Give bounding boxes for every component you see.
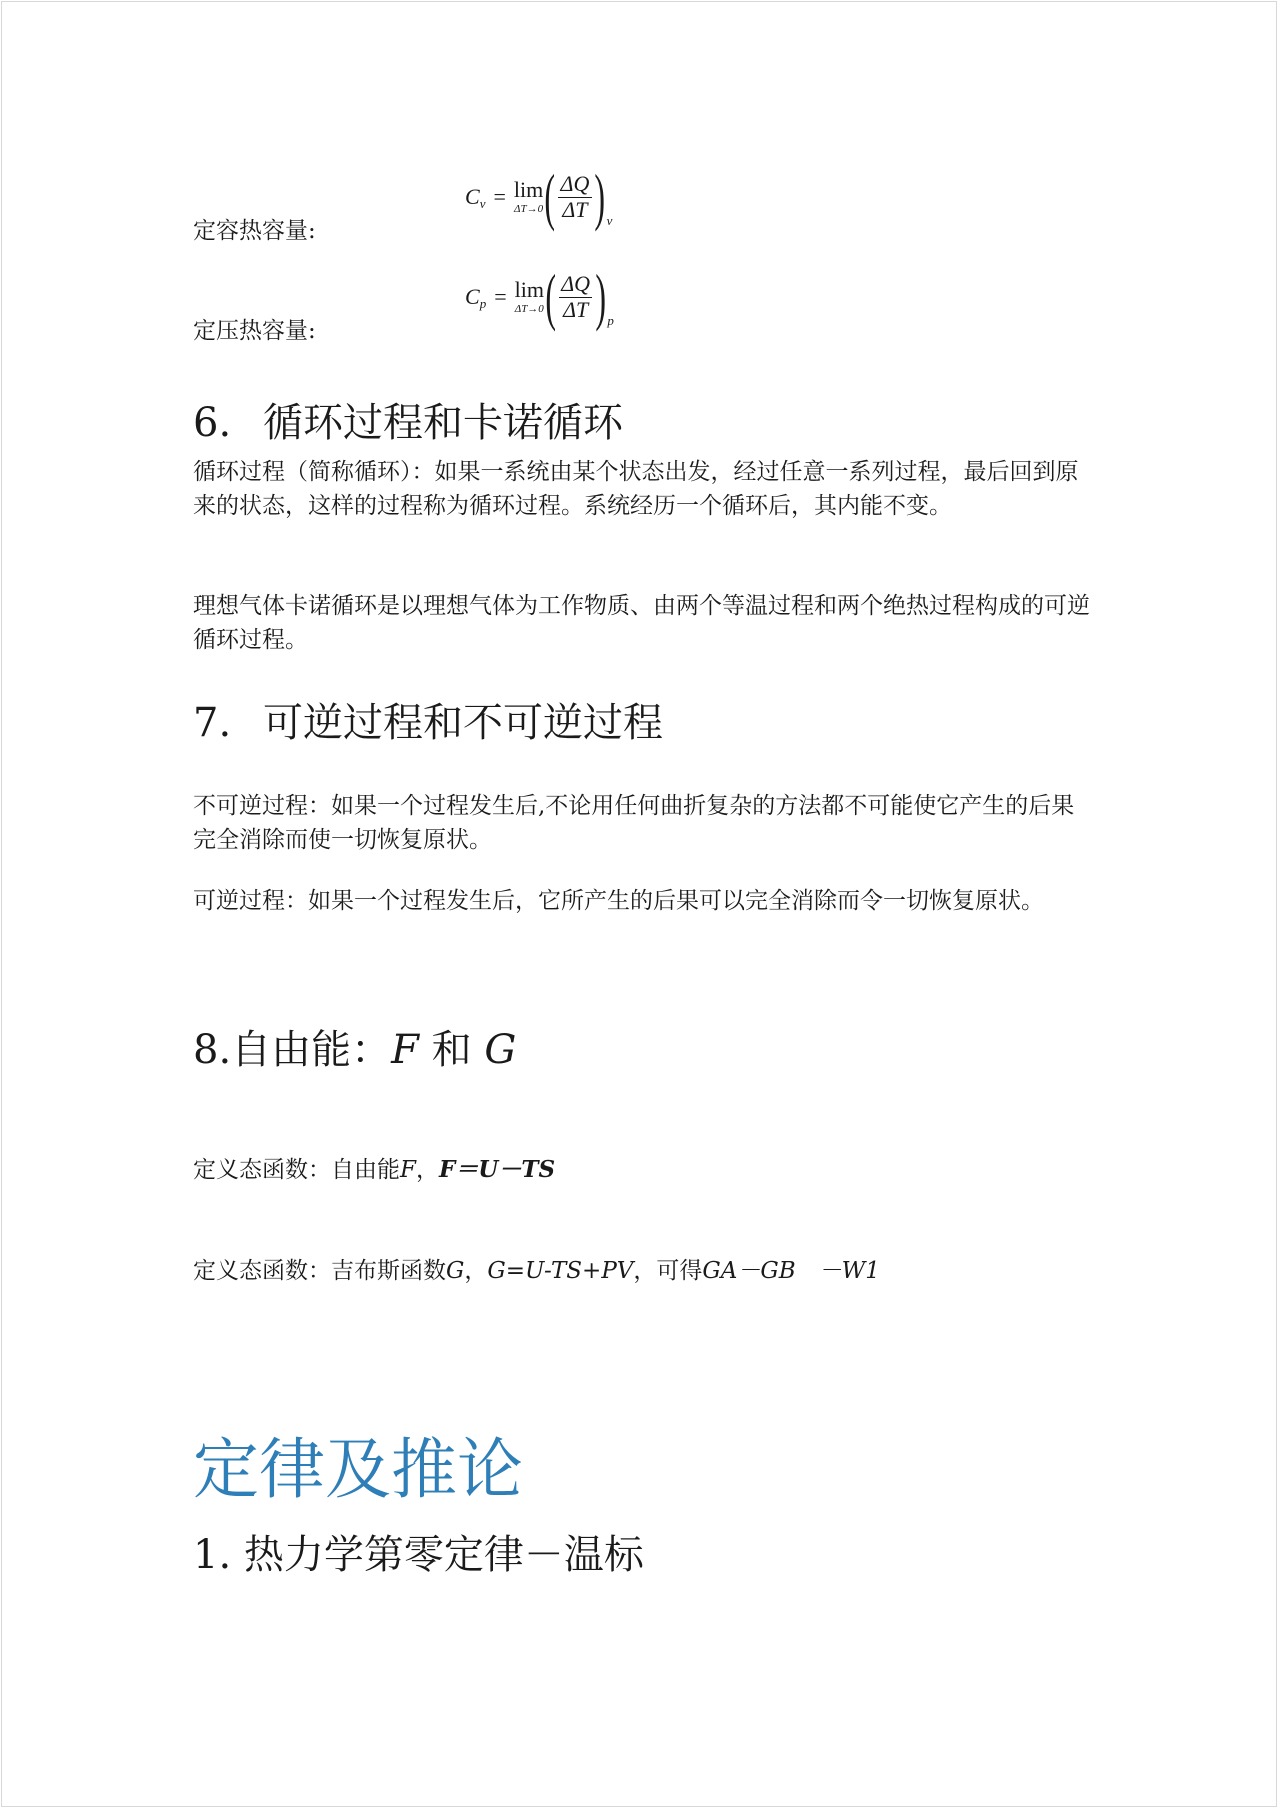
section-6-number: 6. bbox=[193, 400, 232, 446]
formula-cp bbox=[193, 261, 893, 345]
section-7-heading bbox=[193, 698, 1093, 748]
section-8-title-prefix: 8.自由能： bbox=[193, 1027, 392, 1073]
section-7-paragraph-2: 可逆过程：如果一个过程发生后，它所产生的后果可以完全消除而令一切恢复原状。 bbox=[193, 888, 1044, 914]
cv-right-paren: ) bbox=[594, 161, 606, 232]
chapter-title: 定律及推论 bbox=[193, 1431, 523, 1508]
cp-fraction bbox=[557, 272, 594, 321]
line2-prefix: 定义态函数：吉布斯函数 bbox=[193, 1258, 446, 1284]
cp-lim-under: ΔT→0 bbox=[514, 303, 544, 315]
cp-denominator: ΔT bbox=[559, 297, 592, 322]
section-6-paragraph-1: 循环过程（简称循环）：如果一系统由某个状态出发，经过任意一系列过程，最后回到原来的状态，这样的过程称为循环过程。系统经历一个循环后，其内能不变。 bbox=[193, 459, 1079, 519]
cv-label: 定容热容量: bbox=[193, 218, 316, 244]
section-7-title: 可逆过程和不可逆过程 bbox=[263, 700, 663, 746]
cv-left-paren: ( bbox=[544, 161, 556, 232]
cp-symbol: C bbox=[465, 284, 480, 309]
cp-left-paren: ( bbox=[545, 261, 556, 332]
cp-subscript: p bbox=[479, 296, 487, 311]
line1-sep: ， bbox=[415, 1157, 439, 1183]
cp-equals: = bbox=[494, 284, 507, 309]
line1-prefix: 定义态函数：自由能 bbox=[193, 1157, 400, 1183]
cp-limit bbox=[515, 279, 544, 315]
formula-cv bbox=[193, 161, 893, 245]
cv-denominator: ΔT bbox=[558, 197, 591, 222]
formula-cv-expression bbox=[465, 161, 613, 232]
cv-equals: = bbox=[493, 184, 506, 209]
section-8-heading bbox=[193, 1025, 1093, 1075]
cv-lim-under: ΔT→0 bbox=[514, 203, 544, 215]
section-8-title-mid: 和 bbox=[418, 1027, 485, 1073]
section-8-line-free-energy bbox=[193, 1153, 1093, 1187]
cp-label: 定压热容量: bbox=[193, 318, 316, 344]
section-7-number: 7. bbox=[193, 700, 232, 746]
section-6-title: 循环过程和卡诺循环 bbox=[263, 400, 623, 446]
section-8-title-g: G bbox=[484, 1027, 517, 1073]
section-6-paragraph-2: 理想气体卡诺循环是以理想气体为工作物质、由两个等温过程和两个绝热过程构成的可逆循环过程。 bbox=[193, 593, 1090, 653]
cv-subscript: v bbox=[479, 196, 486, 211]
section-8-line-gibbs bbox=[193, 1254, 1093, 1288]
line1-formula: F＝U－TS bbox=[438, 1156, 556, 1183]
section-7-paragraph-1: 不可逆过程：如果一个过程发生后,不论用任何曲折复杂的方法都不可能使它产生的后果完全消除而使一切恢复原状。 bbox=[193, 793, 1075, 853]
line2-mid: ，可得 bbox=[633, 1258, 703, 1284]
cv-numerator: ΔQ bbox=[560, 171, 590, 197]
line1-var: F bbox=[400, 1157, 416, 1183]
cv-symbol: C bbox=[465, 184, 480, 209]
cv-outer-subscript: v bbox=[606, 213, 613, 228]
section-8-title-f: F bbox=[391, 1027, 419, 1073]
formula-cp-expression bbox=[465, 261, 614, 332]
cp-right-paren: ) bbox=[595, 261, 607, 332]
line2-var: G bbox=[446, 1258, 465, 1284]
line2-sep: ， bbox=[464, 1258, 488, 1284]
cp-outer-subscript: p bbox=[607, 313, 614, 328]
cp-numerator: ΔQ bbox=[561, 271, 591, 297]
cv-fraction bbox=[557, 172, 594, 221]
line2-formula: G=U-TS+PV bbox=[487, 1258, 634, 1284]
cv-lim-word: lim bbox=[513, 177, 544, 202]
cv-limit bbox=[514, 179, 543, 215]
line2-result: GA－GB －W1 bbox=[702, 1258, 880, 1284]
subsection-1-heading: 1. 热力学第零定律－温标 bbox=[193, 1532, 644, 1578]
cp-lim-word: lim bbox=[514, 277, 544, 302]
section-6-heading bbox=[193, 398, 1093, 448]
